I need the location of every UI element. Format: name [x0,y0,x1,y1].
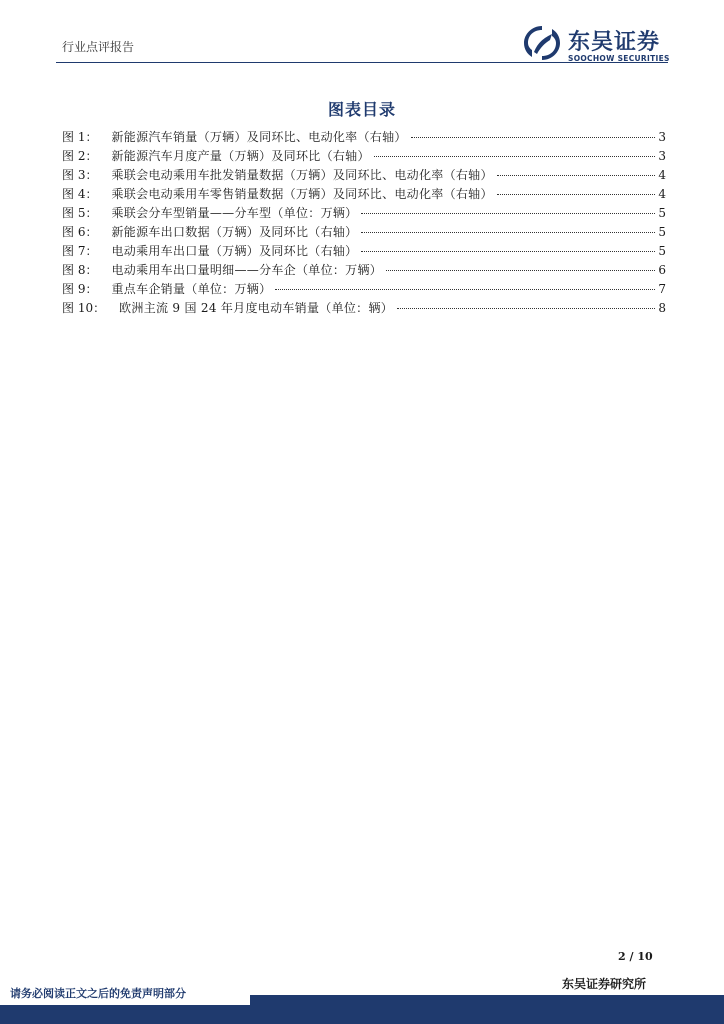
figure-toc-list [62,128,666,318]
toc-entry-title: 新能源汽车销量（万辆）及同环比、电动化率（右轴） [111,130,407,144]
toc-entry-number: 图 4 [62,187,86,201]
toc-entry[interactable] [62,223,666,242]
toc-title: 图表目录 [327,100,396,119]
toc-entry-title: 电动乘用车出口量（万辆）及同环比（右轴） [111,244,358,258]
toc-entry-page: 5 [658,206,666,220]
toc-entry-colon: ： [85,244,98,258]
toc-entry-title: 乘联会电动乘用车批发销量数据（万辆）及同环比、电动化率（右轴） [111,168,493,182]
toc-entry-page: 6 [658,263,666,277]
toc-entry-page: 4 [658,168,666,182]
toc-entry-colon: ： [85,225,98,239]
toc-entry[interactable] [62,128,666,147]
toc-dot-leader [361,213,655,214]
toc-entry-page: 3 [658,149,666,163]
toc-entry-page: 8 [658,301,666,315]
toc-entry-page: 3 [658,130,666,144]
toc-entry-number: 图 1 [62,130,86,144]
toc-entry-title: 乘联会电动乘用车零售销量数据（万辆）及同环比、电动化率（右轴） [111,187,493,201]
toc-entry-colon: ： [85,206,98,220]
toc-dot-leader [497,194,656,195]
toc-entry-colon: ： [85,187,98,201]
toc-entry-colon: ： [85,263,98,277]
toc-entry-number: 图 9 [62,282,86,296]
toc-dot-leader [411,137,656,138]
soochow-logo-icon [520,24,564,62]
toc-entry-page: 5 [658,225,666,239]
toc-entry-page: 5 [658,244,666,258]
toc-entry-title: 电动乘用车出口量明细——分车企（单位：万辆） [111,263,383,277]
toc-entry-title: 重点车企销量（单位：万辆） [111,282,272,296]
toc-entry-number: 图 2 [62,149,86,163]
toc-entry-colon: ： [93,301,106,315]
toc-entry-title: 乘联会分车型销量——分车型（单位：万辆） [111,206,358,220]
toc-dot-leader [397,308,655,309]
logo-chinese-name: 东吴证券 [568,30,661,55]
toc-entry[interactable] [62,242,666,261]
toc-entry-colon: ： [85,130,98,144]
toc-entry-title: 新能源汽车月度产量（万辆）及同环比（右轴） [111,149,370,163]
logo-english-name: SOOCHOW SECURITIES [568,54,670,63]
toc-entry[interactable] [62,147,666,166]
toc-entry-page: 7 [658,282,666,296]
toc-dot-leader [374,156,656,157]
toc-dot-leader [361,232,655,233]
toc-entry-number: 图 8 [62,263,86,277]
report-type-label: 行业点评报告 [62,40,135,54]
toc-entry[interactable] [62,299,666,318]
toc-entry[interactable] [62,261,666,280]
toc-entry-colon: ： [85,282,98,296]
toc-entry-title: 欧洲主流 9 国 24 年月度电动车销量（单位：辆） [119,301,394,315]
toc-entry-number: 图 7 [62,244,86,258]
toc-dot-leader [386,270,655,271]
toc-entry[interactable] [62,166,666,185]
toc-entry-colon: ： [85,149,98,163]
footer-company: 东吴证券研究所 [562,977,647,991]
toc-dot-leader [361,251,655,252]
toc-entry[interactable] [62,280,666,299]
page-number: 2 / 10 [618,950,653,963]
toc-entry-title: 新能源车出口数据（万辆）及同环比（右轴） [111,225,358,239]
toc-entry-colon: ： [85,168,98,182]
header-rule [56,62,668,63]
toc-dot-leader [275,289,655,290]
toc-entry-number: 图 5 [62,206,86,220]
toc-entry[interactable] [62,204,666,223]
company-logo [520,24,680,62]
footer-disclaimer: 请务必阅读正文之后的免责声明部分 [10,987,186,1000]
toc-entry-number: 图 6 [62,225,86,239]
toc-entry[interactable] [62,185,666,204]
toc-dot-leader [497,175,656,176]
toc-entry-number: 图 3 [62,168,86,182]
toc-entry-number: 图 10 [62,301,94,315]
toc-entry-page: 4 [658,187,666,201]
